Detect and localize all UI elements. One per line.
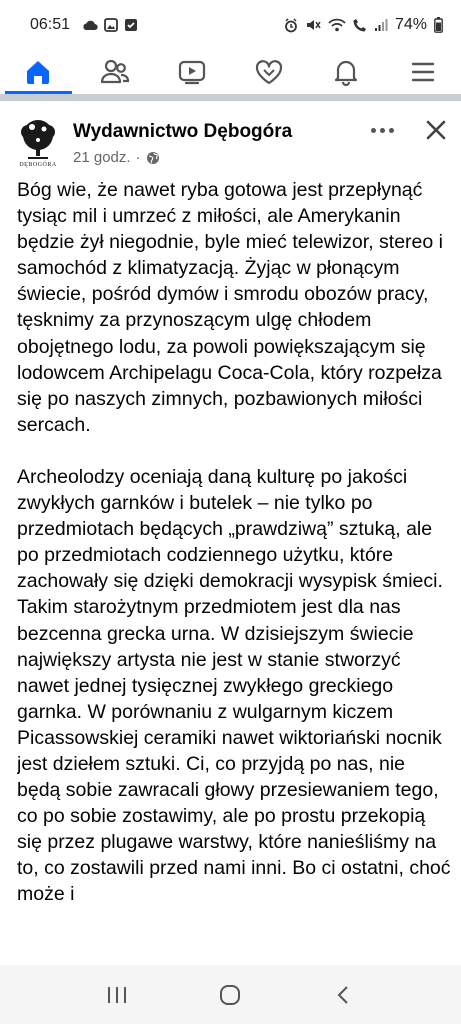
menu-icon <box>409 58 437 86</box>
section-divider <box>0 94 461 101</box>
friends-icon <box>100 58 130 86</box>
dot <box>389 128 394 133</box>
post-body <box>17 177 453 985</box>
image-icon <box>104 18 118 32</box>
status-icons-left <box>82 18 138 32</box>
post-paragraph: Archeolodzy oceniają daną kulturę po jakości zwykłych garnków i butelek – nie tylko po przedmiotach będących „prawdziwą” sztuką, ale po przedmiotach codziennego użytku, które zachowały się dzięki demokracji wysypisk śmieci. Takim starożytnym przedmiotem jest dla nas bezcenna grecka urna. W dzisiejszym świecie największy artysta nie jest w stanie stworzyć nawet jednej tysięcznej zwykłego greckiego garnka. W porównaniu z wulgarnym kiczem Picassowskiej ceramiki nawet wiktoriański nocnik jest dziełem sztuki. Ci, co przyjdą po nas, nie będą sobie zawracali głowy przesiewaniem tego, co po sobie zostawimy, ale po prostu przekopią się przez plugawe warstwy, które naniеślіśmy na to, co zostawili przed nami inni. Bo ci ostatni, choć może i <box>17 465 451 906</box>
tab-menu[interactable] <box>384 50 461 94</box>
post-header <box>0 110 461 180</box>
more-options-button[interactable] <box>362 118 402 142</box>
dot <box>371 128 376 133</box>
heart-icon <box>254 58 284 86</box>
back-icon[interactable] <box>332 983 356 1007</box>
post-paragraph: Bóg wie, że nawet ryba gotowa jest przepłynąć tysiąc mil i umrzeć z miłości, ale Amerykanin będzie żył niegodnie, byle mieć telewizor, stereo i samochód z klimatyzacją. Żyjąc w płonącym świecie, pośród dymów i smrodu obozów pracy, tęsknimy za przynoszącym ulgę chłodem obojętnego lodu, za powoli powiększającym się lodowcem Archipelagu Coca-Cola, który rozpełza się po naszych zimnych, pozbawionych miłości sercach. <box>17 179 443 436</box>
tab-home[interactable] <box>0 50 77 94</box>
checkbox-icon <box>124 18 138 32</box>
dot <box>380 128 385 133</box>
globe-icon <box>146 151 160 165</box>
page-name[interactable]: Wydawnictwo Dębogóra <box>73 121 293 142</box>
battery-percent: 74% <box>394 16 427 33</box>
status-right <box>284 16 443 34</box>
avatar-caption: DĘBOGÓRA <box>19 162 57 168</box>
cloud-icon <box>82 19 98 31</box>
mute-icon <box>305 18 321 32</box>
avatar[interactable] <box>16 118 60 174</box>
bell-icon <box>332 58 360 86</box>
android-nav-bar <box>0 965 461 1024</box>
status-bar <box>0 0 461 50</box>
tab-notifications[interactable] <box>307 50 384 94</box>
tab-video[interactable] <box>154 50 231 94</box>
alarm-icon <box>284 18 298 33</box>
tab-friends[interactable] <box>77 50 154 94</box>
tab-dating[interactable] <box>230 50 307 94</box>
call-icon <box>353 18 367 32</box>
recents-icon[interactable] <box>105 984 129 1006</box>
signal-icon <box>374 18 388 32</box>
tree-logo-icon <box>16 118 60 162</box>
home-icon <box>24 58 52 86</box>
close-button[interactable] <box>420 114 452 146</box>
status-left <box>30 16 138 34</box>
battery-icon <box>434 17 443 33</box>
close-icon <box>426 120 446 140</box>
post-time[interactable]: 21 godz. <box>73 149 131 166</box>
top-nav-bar <box>0 50 461 94</box>
meta-separator: · <box>135 149 141 166</box>
status-time: 06:51 <box>30 16 71 33</box>
video-icon <box>177 58 207 86</box>
home-circle-icon[interactable] <box>218 983 242 1007</box>
post-meta <box>73 149 160 166</box>
wifi-icon <box>328 18 346 32</box>
